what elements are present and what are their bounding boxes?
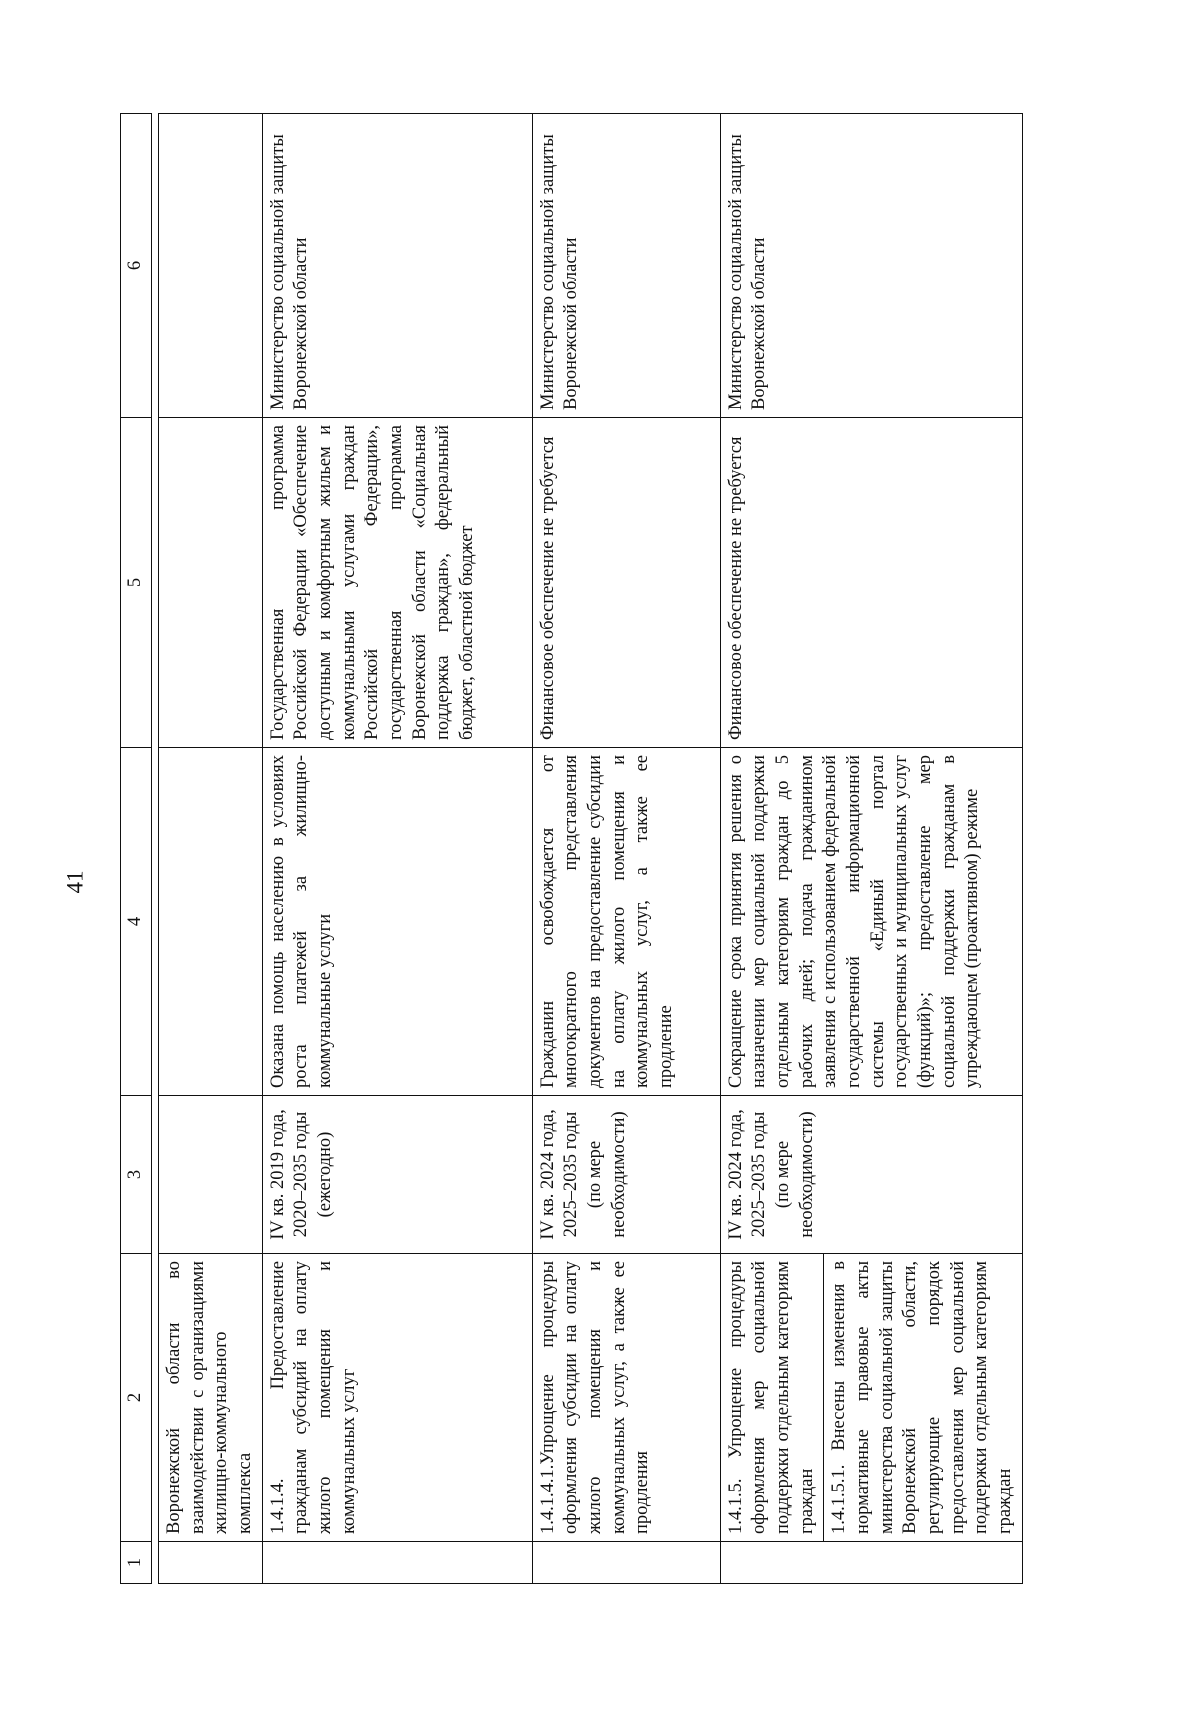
cell-col-1 <box>720 1542 1022 1584</box>
cell-col-1 <box>532 1542 720 1584</box>
header-col-3: 3 <box>121 1096 152 1254</box>
separator-row <box>152 114 159 1584</box>
cell-col-1 <box>159 1542 263 1584</box>
page-number: 41 <box>62 870 88 894</box>
cell-col-4: Оказана помощь населению в условиях роста платежей за жилищно-коммунальные услуги <box>262 748 532 1096</box>
measures-table <box>120 113 1023 1584</box>
cell-col-2: 1.4.1.4.1.Упрощение процедуры оформления субсидии на оплату жилого помещения и коммунальных услуг, а также ее продления <box>532 1254 720 1542</box>
cell-col-6: Министерство социальной защиты Воронежской области <box>532 114 720 418</box>
cell-col-4: Гражданин освобождается от многократного представления документов на предоставление субсидии на оплату жилого помещения и коммунальных услуг, а также ее продление <box>532 748 720 1096</box>
cell-col-6 <box>159 114 263 418</box>
cell-col-6: Министерство социальной защиты Воронежской области <box>262 114 532 418</box>
table-row <box>720 114 1022 1584</box>
cell-col-2: Воронежской области во взаимодействии с организациями жилищно-коммунального комплекса <box>159 1254 263 1542</box>
cell-col-2: 1.4.1.4. Предоставление гражданам субсидий на оплату жилого помещения и коммунальных услуг <box>262 1254 532 1542</box>
cell-col-4 <box>159 748 263 1096</box>
cell-col-3 <box>159 1096 263 1254</box>
cell-col-3: IV кв. 2024 года, 2025–2035 годы (по мере необходимости) <box>720 1096 1022 1254</box>
cell-col-5 <box>159 418 263 748</box>
table-row <box>262 114 532 1584</box>
cell-col-5: Финансовое обеспечение не требуется <box>532 418 720 748</box>
cell-col-2 <box>720 1254 1022 1542</box>
cell-col-2-subitem: 1.4.1.5.1. Внесены изменения в нормативные правовые акты министерства социальной защиты Воронежской области, регулирующие порядок предоставления мер социальной поддержки отдельным категориям граждан <box>823 1254 1021 1541</box>
header-col-2: 2 <box>121 1254 152 1542</box>
cell-col-5: Финансовое обеспечение не требуется <box>720 418 1022 748</box>
header-col-1: 1 <box>121 1542 152 1584</box>
cell-col-2-main: 1.4.1.5. Упрощение процедуры оформления мер социальной поддержки отдельным категориям граждан <box>725 1261 817 1534</box>
cell-col-5: Государственная программа Российской Федерации «Обеспечение доступным и комфортным жильем и коммунальными услугами граждан Российской Федерации», государственная программа Воронежской области «Социальная поддержка граждан», федеральный бюджет, областной бюджет <box>262 418 532 748</box>
table-row <box>532 114 720 1584</box>
cell-col-1 <box>262 1542 532 1584</box>
header-col-4: 4 <box>121 748 152 1096</box>
cell-col-4: Сокращение срока принятия решения о назначении мер социальной поддержки отдельным категориям граждан до 5 рабочих дней; подача гражданином заявления с использованием федеральной государственной информационной системы «Единый портал государственных и муниципальных услуг (функций)»; предоставление мер социальной поддержки гражданам в упреждающем (проактивном) режиме <box>720 748 1022 1096</box>
header-col-5: 5 <box>121 418 152 748</box>
table-row <box>159 114 263 1584</box>
cell-col-3: IV кв. 2024 года, 2025–2035 годы (по мере необходимости) <box>532 1096 720 1254</box>
cell-col-6: Министерство социальной защиты Воронежской области <box>720 114 1022 418</box>
rotated-table-sheet <box>120 114 1058 1584</box>
header-row <box>121 114 152 1584</box>
cell-col-3: IV кв. 2019 года, 2020–2035 годы (ежегодно) <box>262 1096 532 1254</box>
header-col-6: 6 <box>121 114 152 418</box>
